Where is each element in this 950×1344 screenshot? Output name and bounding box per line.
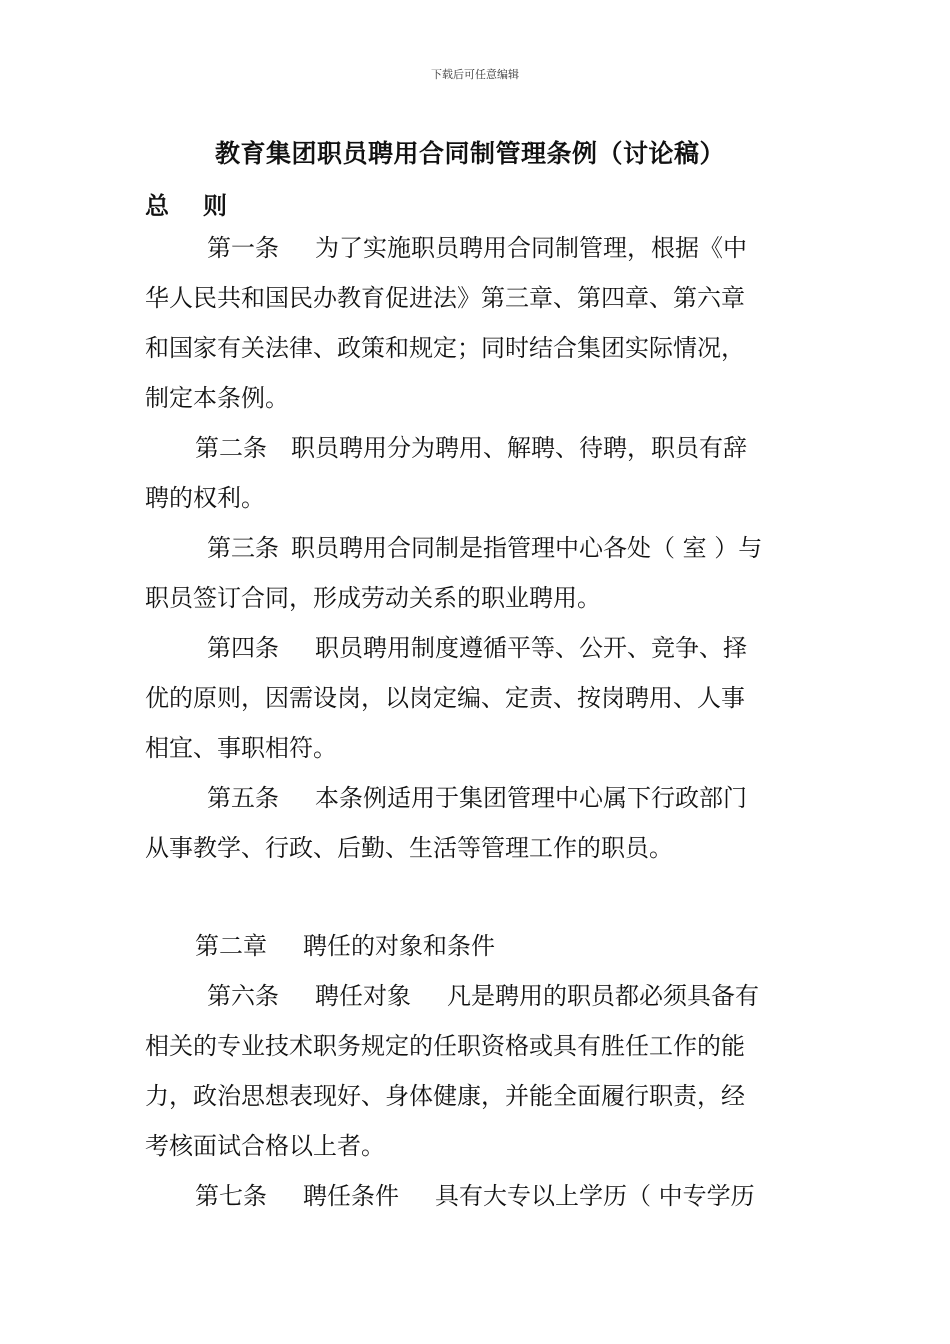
article-6-line-1 [207,981,759,1011]
article-6-label: 第六条 [207,982,279,1010]
article-7-label: 第七条 [195,1182,267,1210]
article-6-line-3: 力，政治思想表现好、身体健康，并能全面履行职责，经 [145,1082,745,1110]
article-2-label: 第二条 [195,434,267,462]
article-6-line-2: 相关的专业技术职务规定的任职资格或具有胜任工作的能 [145,1032,745,1060]
article-1-label: 第一条 [207,234,279,262]
article-1-line-1 [207,233,747,263]
article-3-line-2: 职员签订合同，形成劳动关系的职业聘用。 [145,584,601,612]
article-3-line-1 [207,533,762,563]
article-3-text-1: 职员聘用合同制是指管理中心各处（ 室 ）与 [291,534,763,562]
article-6-line-4: 考核面试合格以上者。 [145,1132,385,1160]
article-7-subtitle: 聘任条件 [303,1182,399,1210]
article-2-line-1 [195,433,747,463]
article-7-line-1 [195,1181,755,1211]
chapter-2-label: 第二章 [195,932,267,960]
article-1-line-2: 华人民共和国民办教育促进法》第三章、第四章、第六章 [145,284,745,312]
chapter-2-heading [195,931,495,961]
article-4-line-1 [207,633,747,663]
article-5-label: 第五条 [207,784,279,812]
article-2-line-2: 聘的权利。 [145,484,265,512]
section-heading-general [145,186,227,221]
article-7-text-1: 具有大专以上学历（ 中专学历 [435,1182,755,1210]
section-heading-part-2: 则 [203,191,227,220]
section-heading-part-1: 总 [145,191,169,220]
download-note: 下载后可任意编辑 [431,68,519,81]
article-4-text-1: 职员聘用制度遵循平等、公开、竞争、择 [315,634,747,662]
chapter-2-title: 聘任的对象和条件 [303,932,495,960]
document-title: 教育集团职员聘用合同制管理条例（讨论稿） [214,139,725,168]
article-5-line-1 [207,783,747,813]
article-5-line-2: 从事教学、行政、后勤、生活等管理工作的职员。 [145,834,673,862]
article-4-label: 第四条 [207,634,279,662]
article-5-text-1: 本条例适用于集团管理中心属下行政部门 [315,784,747,812]
article-2-text-1: 职员聘用分为聘用、解聘、待聘，职员有辞 [291,434,747,462]
article-6-text-1: 凡是聘用的职员都必须具备有 [447,982,759,1010]
article-3-label: 第三条 [207,534,279,562]
article-6-subtitle: 聘任对象 [315,982,411,1010]
article-1-line-4: 制定本条例。 [145,384,289,412]
article-1-line-3: 和国家有关法律、政策和规定；同时结合集团实际情况， [145,334,745,362]
article-4-line-3: 相宜、事职相符。 [145,734,337,762]
article-4-line-2: 优的原则，因需设岗，以岗定编、定责、按岗聘用、人事 [145,684,745,712]
article-1-text-1: 为了实施职员聘用合同制管理，根据《中 [315,234,747,262]
